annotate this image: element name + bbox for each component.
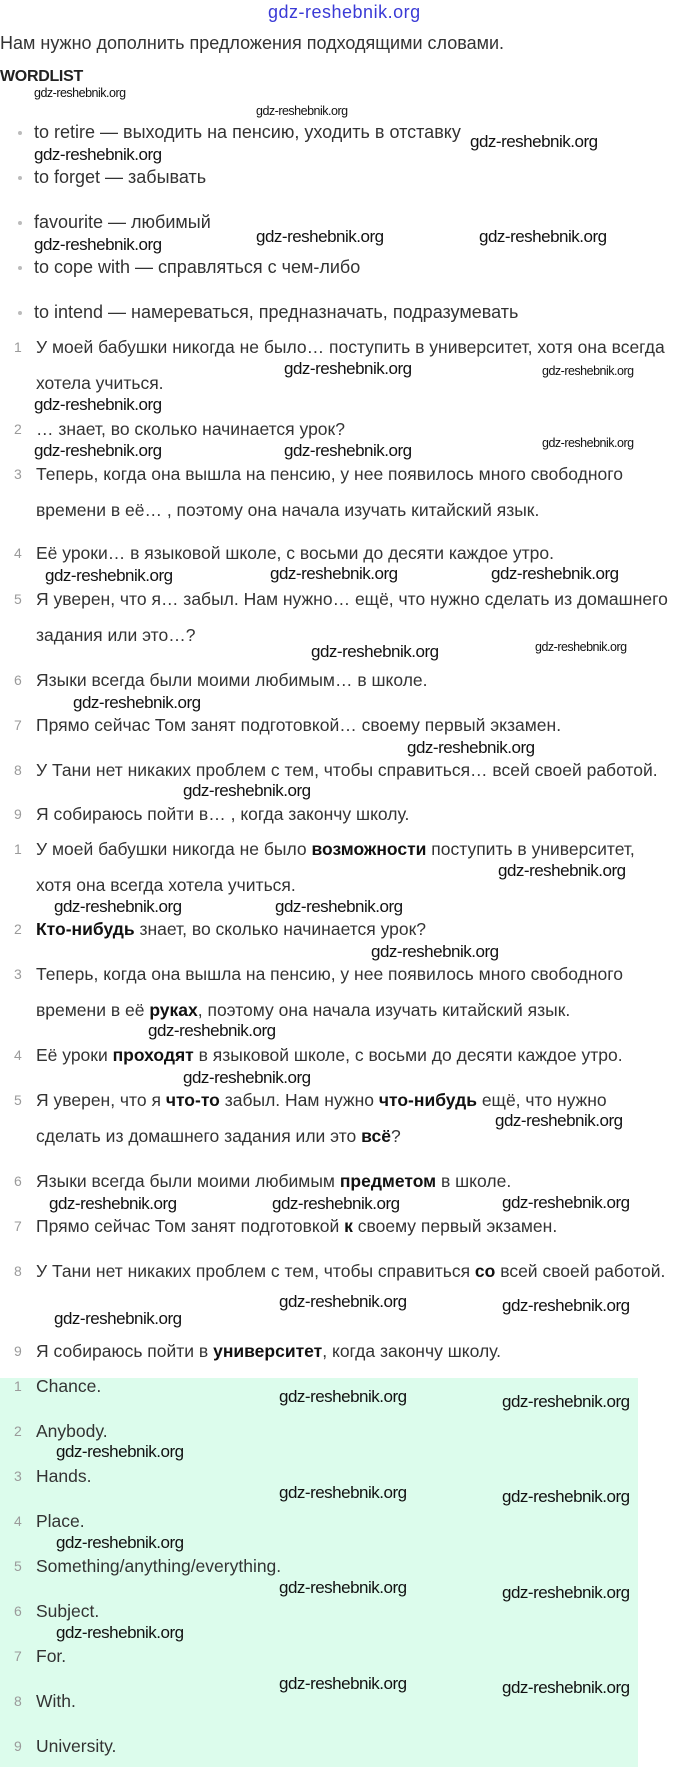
item-number: 5 bbox=[14, 1092, 22, 1108]
watermark: gdz-reshebnik.org bbox=[371, 942, 499, 961]
text-segment: У моей бабушки никогда не было… поступить в университет, хотя она всегда хотела учиться. bbox=[36, 337, 665, 393]
text-segment: Я собираюсь пойти в… , когда закончу школу. bbox=[36, 804, 410, 824]
watermark: gdz-reshebnik.org bbox=[279, 1483, 407, 1502]
text-segment: Теперь, когда она вышла на пенсию, у нее появилось много свободного времени в её… , поэтому она начала изучать китайский язык. bbox=[36, 464, 623, 520]
item-number: 4 bbox=[14, 1047, 22, 1063]
watermark: gdz-reshebnik.org bbox=[470, 132, 598, 151]
item-number: 9 bbox=[14, 806, 22, 822]
watermark: gdz-reshebnik.org bbox=[502, 1678, 630, 1697]
item-number: 7 bbox=[14, 1218, 22, 1234]
wordlist-item-text: to cope with — справляться с чем-либо bbox=[34, 257, 361, 277]
watermark: gdz-reshebnik.org bbox=[279, 1292, 407, 1311]
watermark: gdz-reshebnik.org bbox=[73, 693, 201, 712]
text-segment: Я собираюсь пойти в bbox=[36, 1341, 214, 1361]
watermark: gdz-reshebnik.org bbox=[279, 1387, 407, 1406]
watermark: gdz-reshebnik.org bbox=[284, 359, 412, 378]
site-header-link[interactable]: gdz-reshebnik.org bbox=[268, 2, 421, 22]
answer-word: что-то bbox=[165, 1090, 220, 1110]
watermark: gdz-reshebnik.org bbox=[56, 1533, 184, 1552]
answer-word: возможности bbox=[311, 839, 427, 859]
watermark: gdz-reshebnik.org bbox=[407, 738, 535, 757]
completed-sentence bbox=[14, 1037, 674, 1073]
item-text: For. bbox=[36, 1646, 67, 1666]
text-segment: ещё, что нужно сделать из домашнего задания или это bbox=[36, 1090, 607, 1146]
task-sentence bbox=[14, 456, 674, 528]
item-text: Hands. bbox=[36, 1466, 92, 1486]
item-text: Something/anything/everything. bbox=[36, 1556, 282, 1576]
watermark: gdz-reshebnik.org bbox=[479, 227, 607, 246]
watermark: gdz-reshebnik.org bbox=[275, 897, 403, 916]
item-number: 8 bbox=[14, 762, 22, 778]
wordlist-item bbox=[18, 167, 206, 188]
text-segment: в школе. bbox=[436, 1171, 512, 1191]
task-sentence bbox=[14, 796, 674, 832]
text-segment: Языки всегда были моими любимым… в школе. bbox=[36, 670, 428, 690]
item-text bbox=[36, 1333, 674, 1369]
text-segment: , поэтому она начала изучать китайский язык. bbox=[197, 1000, 571, 1020]
bullet-icon bbox=[18, 221, 22, 225]
text-segment: , когда закончу школу. bbox=[322, 1341, 502, 1361]
item-text bbox=[36, 796, 674, 832]
item-number: 1 bbox=[14, 339, 22, 355]
item-number: 2 bbox=[14, 421, 22, 437]
watermark: gdz-reshebnik.org bbox=[34, 395, 162, 414]
item-text: University. bbox=[36, 1736, 117, 1756]
watermark: gdz-reshebnik.org bbox=[183, 1068, 311, 1087]
bullet-icon bbox=[18, 311, 22, 315]
watermark: gdz-reshebnik.org bbox=[54, 1309, 182, 1328]
item-number: 1 bbox=[14, 841, 22, 857]
watermark: gdz-reshebnik.org bbox=[183, 781, 311, 800]
item-number: 3 bbox=[14, 1468, 22, 1484]
text-segment: ? bbox=[390, 1126, 401, 1146]
watermark: gdz-reshebnik.org bbox=[502, 1193, 630, 1212]
text-segment: Теперь, когда она вышла на пенсию, у нее появилось много свободного времени в её bbox=[36, 964, 623, 1020]
item-number: 5 bbox=[14, 1558, 22, 1574]
item-number: 3 bbox=[14, 466, 22, 482]
text-segment: Прямо сейчас Том занят подготовкой… своему первый экзамен. bbox=[36, 715, 562, 735]
item-number: 7 bbox=[14, 1648, 22, 1664]
item-number: 7 bbox=[14, 717, 22, 733]
watermark: gdz-reshebnik.org bbox=[34, 86, 126, 100]
item-number: 6 bbox=[14, 1173, 22, 1189]
watermark: gdz-reshebnik.org bbox=[279, 1674, 407, 1693]
item-number: 8 bbox=[14, 1263, 22, 1279]
wordlist-item-text: favourite — любимый bbox=[34, 212, 211, 232]
answer-word: Кто-нибудь bbox=[36, 919, 135, 939]
text-segment: забыл. Нам нужно bbox=[219, 1090, 379, 1110]
item-text bbox=[36, 752, 674, 788]
text-segment: У моей бабушки никогда не было bbox=[36, 839, 312, 859]
wordlist-item bbox=[18, 257, 360, 278]
watermark: gdz-reshebnik.org bbox=[491, 564, 619, 583]
text-segment: У Тани нет никаких проблем с тем, чтобы справиться bbox=[36, 1261, 475, 1281]
watermark: gdz-reshebnik.org bbox=[502, 1583, 630, 1602]
wordlist-item-text: to retire — выходить на пенсию, уходить в отставку bbox=[34, 122, 461, 142]
watermark: gdz-reshebnik.org bbox=[45, 566, 173, 585]
answer-word: университет bbox=[213, 1341, 323, 1361]
item-text bbox=[36, 1037, 674, 1073]
item-number: 8 bbox=[14, 1693, 22, 1709]
text-segment: Её уроки… в языковой школе, с восьми до десяти каждое утро. bbox=[36, 543, 555, 563]
answer-word: к bbox=[344, 1216, 353, 1236]
completed-sentence bbox=[14, 1333, 674, 1369]
watermark: gdz-reshebnik.org bbox=[256, 104, 348, 118]
watermark: gdz-reshebnik.org bbox=[535, 640, 627, 654]
item-number: 2 bbox=[14, 1423, 22, 1439]
watermark: gdz-reshebnik.org bbox=[502, 1392, 630, 1411]
bullet-icon bbox=[18, 266, 22, 270]
item-number: 9 bbox=[14, 1343, 22, 1359]
task-sentence bbox=[14, 752, 674, 788]
watermark: gdz-reshebnik.org bbox=[279, 1578, 407, 1597]
completed-sentence bbox=[14, 1253, 674, 1289]
completed-sentence bbox=[14, 956, 674, 1028]
item-text bbox=[36, 456, 674, 528]
item-number: 9 bbox=[14, 1738, 22, 1754]
answer-word: предметом bbox=[339, 1171, 437, 1191]
answer-item bbox=[14, 1728, 674, 1764]
wordlist-item-text: to intend — намереваться, предназначать, подразумевать bbox=[34, 302, 519, 322]
task-intro: Нам нужно дополнить предложения подходящими словами. bbox=[0, 33, 505, 53]
watermark: gdz-reshebnik.org bbox=[34, 441, 162, 460]
watermark: gdz-reshebnik.org bbox=[502, 1296, 630, 1315]
watermark: gdz-reshebnik.org bbox=[284, 441, 412, 460]
item-number: 4 bbox=[14, 545, 22, 561]
text-segment: Языки всегда были моими любимым bbox=[36, 1171, 340, 1191]
watermark: gdz-reshebnik.org bbox=[495, 1111, 623, 1130]
answer-item bbox=[14, 1638, 674, 1674]
item-number: 6 bbox=[14, 1603, 22, 1619]
item-number: 1 bbox=[14, 1378, 22, 1394]
wordlist-item bbox=[18, 302, 518, 323]
text-segment: в языковой школе, с восьми до десяти каждое утро. bbox=[193, 1045, 623, 1065]
item-number: 3 bbox=[14, 966, 22, 982]
wordlist-title: WORDLIST bbox=[0, 68, 83, 85]
watermark: gdz-reshebnik.org bbox=[502, 1487, 630, 1506]
wordlist-item bbox=[18, 212, 211, 233]
item-number: 2 bbox=[14, 921, 22, 937]
answer-word: что-нибудь bbox=[378, 1090, 477, 1110]
watermark: gdz-reshebnik.org bbox=[272, 1194, 400, 1213]
text-segment: знает, во сколько начинается урок? bbox=[134, 919, 427, 939]
item-text bbox=[36, 1253, 674, 1289]
watermark: gdz-reshebnik.org bbox=[498, 861, 626, 880]
item-text: Chance. bbox=[36, 1376, 102, 1396]
watermark: gdz-reshebnik.org bbox=[54, 897, 182, 916]
watermark: gdz-reshebnik.org bbox=[56, 1623, 184, 1642]
watermark: gdz-reshebnik.org bbox=[148, 1021, 276, 1040]
bullet-icon bbox=[18, 176, 22, 180]
answer-word: проходят bbox=[112, 1045, 194, 1065]
text-segment: Прямо сейчас Том занят подготовкой bbox=[36, 1216, 345, 1236]
item-text: Place. bbox=[36, 1511, 85, 1531]
answer-word: всё bbox=[361, 1126, 391, 1146]
wordlist-item-text: to forget — забывать bbox=[34, 167, 207, 187]
text-segment: поступить в университет, хотя она всегда хотела учиться. bbox=[36, 839, 635, 895]
text-segment: Её уроки bbox=[36, 1045, 113, 1065]
item-number: 6 bbox=[14, 672, 22, 688]
item-number: 5 bbox=[14, 591, 22, 607]
watermark: gdz-reshebnik.org bbox=[542, 436, 634, 450]
item-text: Anybody. bbox=[36, 1421, 108, 1441]
watermark: gdz-reshebnik.org bbox=[542, 364, 634, 378]
watermark: gdz-reshebnik.org bbox=[311, 642, 439, 661]
text-segment: всей своей работой. bbox=[495, 1261, 666, 1281]
bullet-icon bbox=[18, 131, 22, 135]
watermark: gdz-reshebnik.org bbox=[34, 145, 162, 164]
watermark: gdz-reshebnik.org bbox=[256, 227, 384, 246]
text-segment: … знает, во сколько начинается урок? bbox=[36, 419, 345, 439]
text-segment: У Тани нет никаких проблем с тем, чтобы справиться… всей своей работой. bbox=[36, 760, 658, 780]
item-text: Subject. bbox=[36, 1601, 100, 1621]
answer-word: со bbox=[474, 1261, 496, 1281]
text-segment: Я уверен, что я bbox=[36, 1090, 166, 1110]
item-text: With. bbox=[36, 1691, 76, 1711]
wordlist-item bbox=[18, 122, 461, 143]
watermark: gdz-reshebnik.org bbox=[270, 564, 398, 583]
watermark: gdz-reshebnik.org bbox=[56, 1442, 184, 1461]
watermark: gdz-reshebnik.org bbox=[34, 235, 162, 254]
answer-word: руках bbox=[149, 1000, 198, 1020]
text-segment: своему первый экзамен. bbox=[352, 1216, 558, 1236]
item-number: 4 bbox=[14, 1513, 22, 1529]
item-text bbox=[36, 956, 674, 1028]
watermark: gdz-reshebnik.org bbox=[49, 1194, 177, 1213]
text-segment: Я уверен, что я… забыл. Нам нужно… ещё, что нужно сделать из домашнего задания или это…? bbox=[36, 589, 668, 645]
